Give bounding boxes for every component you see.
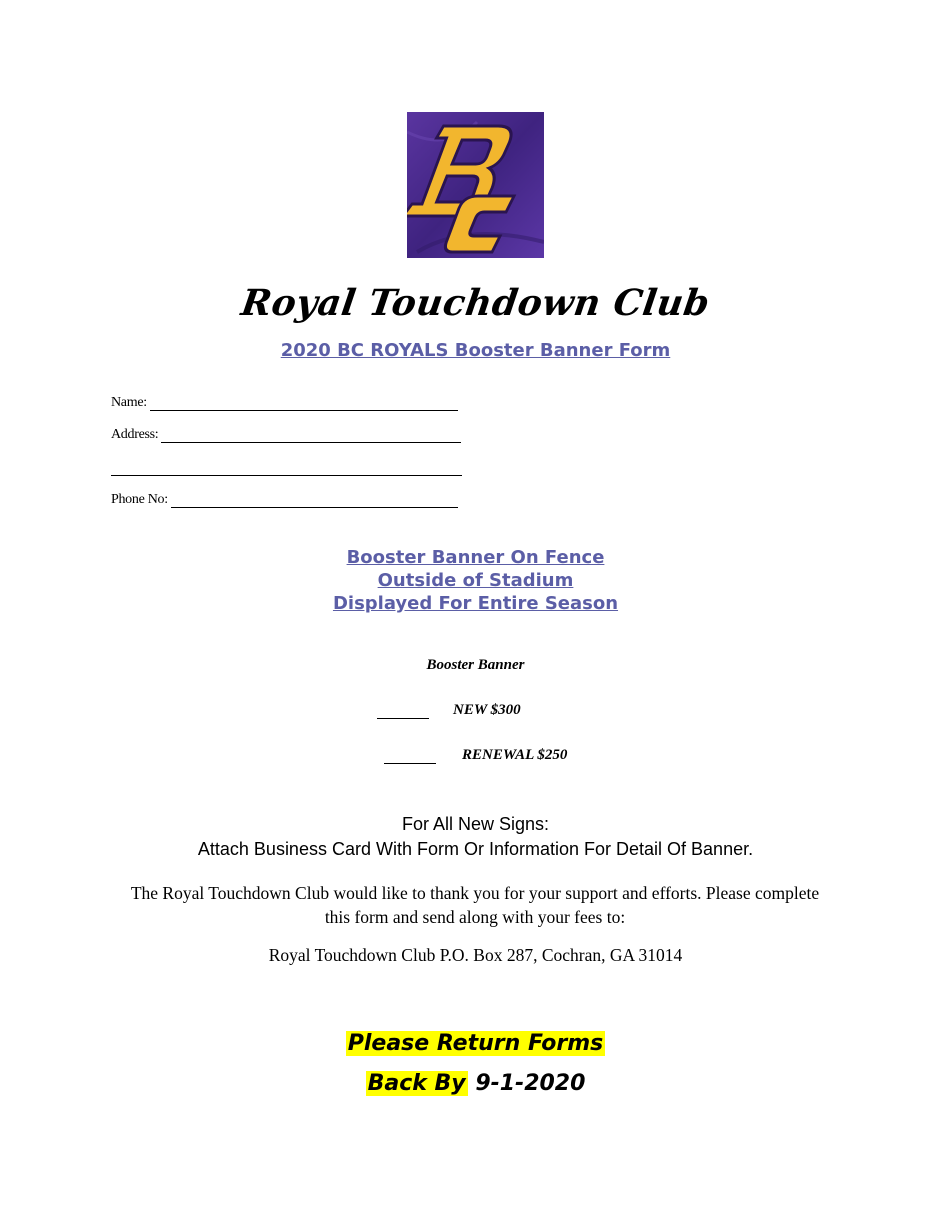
renewal-banner-option[interactable] [384, 747, 567, 764]
address-input-line[interactable] [161, 430, 461, 443]
renewal-option-blank[interactable] [384, 751, 436, 764]
name-label: Name: [111, 395, 147, 410]
new-signs-line-2: Attach Business Card With Form Or Information For Detail Of Banner. [197, 839, 754, 859]
new-signs-line-1: For All New Signs: [401, 814, 550, 834]
return-deadline [0, 1024, 951, 1104]
banner-description [0, 546, 951, 615]
address-field[interactable] [111, 427, 461, 443]
return-deadline-line-1: Please Return Forms [347, 1031, 604, 1056]
renewal-option-label: RENEWAL $250 [462, 747, 568, 763]
address-line-2-field[interactable] [111, 463, 462, 476]
new-signs-instructions [0, 812, 951, 862]
new-option-blank[interactable] [377, 706, 429, 719]
return-deadline-date: 9-1-2020 [475, 1071, 586, 1096]
form-title: 2020 BC ROYALS Booster Banner Form [280, 340, 671, 361]
club-name: Royal Touchdown Club [238, 282, 713, 324]
phone-field[interactable] [111, 492, 458, 508]
name-input-line[interactable] [150, 398, 458, 411]
new-banner-option[interactable] [377, 702, 521, 719]
phone-label: Phone No: [111, 492, 168, 507]
bc-royals-logo [407, 112, 544, 258]
phone-input-line[interactable] [171, 495, 458, 508]
banner-description-line-2: Outside of Stadium [377, 570, 574, 591]
banner-description-line-3: Displayed For Entire Season [332, 593, 619, 614]
address-label: Address: [111, 427, 159, 442]
new-option-label: NEW $300 [453, 702, 521, 718]
return-deadline-back-by: Back By [367, 1071, 466, 1096]
address-line-2-input-line[interactable] [111, 463, 462, 476]
booster-banner-heading: Booster Banner [426, 657, 525, 673]
name-field[interactable] [111, 395, 458, 411]
banner-description-line-1: Booster Banner On Fence [346, 547, 605, 568]
thank-you-text: The Royal Touchdown Club would like to thank you for your support and efforts. Please complete this form and send along with your fees to: [130, 883, 820, 927]
mailing-address: Royal Touchdown Club P.O. Box 287, Cochran, GA 31014 [268, 945, 683, 965]
